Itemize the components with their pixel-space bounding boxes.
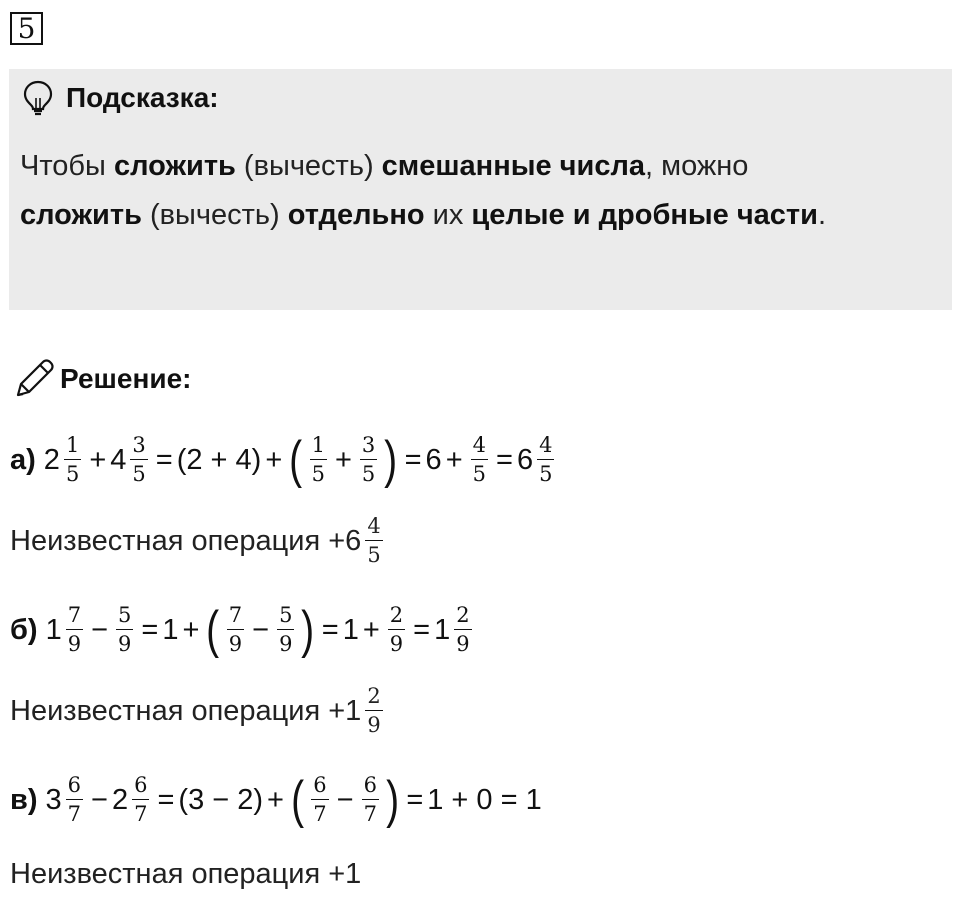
result-whole: 6 [425, 443, 442, 476]
answer-text: Неизвестная операция +1 [10, 858, 362, 890]
numerator: 1 [64, 435, 81, 460]
hint-header [22, 80, 219, 116]
operator: − [91, 613, 109, 646]
operator: + [89, 443, 107, 476]
task-number-box [10, 12, 43, 45]
right-paren: ) [386, 771, 400, 829]
denominator: 9 [389, 632, 404, 656]
numerator: 4 [365, 516, 382, 541]
denominator: 5 [367, 543, 381, 567]
left-paren: ( [289, 431, 303, 489]
item-label: б) [10, 613, 38, 646]
hint-text-part: Чтобы [20, 150, 114, 182]
answer-text: Неизвестная операция +6 [10, 524, 362, 557]
fraction [537, 435, 554, 485]
answer-a [10, 516, 387, 566]
denominator: 9 [67, 632, 82, 656]
numerator: 5 [277, 605, 294, 630]
fraction [362, 775, 379, 825]
right-paren: ) [301, 601, 315, 659]
answer-b [10, 686, 387, 736]
operator: + [267, 783, 284, 816]
numerator: 2 [388, 605, 405, 630]
item-label: в) [10, 783, 38, 816]
numerator: 2 [454, 605, 471, 630]
equation-b [10, 600, 476, 660]
hint-title: Подсказка: [66, 82, 219, 113]
numerator: 6 [66, 775, 83, 800]
whole-part: 3 [45, 783, 62, 816]
denominator: 9 [456, 632, 470, 656]
equals-sign: = [155, 443, 173, 476]
numerator: 4 [537, 435, 554, 460]
operator: + [334, 443, 352, 476]
whole-part: 1 [162, 613, 179, 646]
result-whole: 1 [434, 613, 451, 646]
numerator: 1 [310, 435, 327, 460]
equation-a [10, 430, 558, 490]
numerator: 6 [132, 775, 149, 800]
equals-sign: = [157, 783, 175, 816]
denominator: 7 [134, 802, 148, 826]
hint-emphasis: целые и дробные части [471, 199, 818, 231]
item-label: а) [10, 443, 36, 476]
numerator: 7 [66, 605, 83, 630]
denominator: 5 [311, 462, 325, 486]
numerator: 3 [130, 435, 147, 460]
equals-sign: = [141, 613, 159, 646]
fraction [310, 435, 327, 485]
lightbulb-icon [22, 80, 54, 116]
whole-group: (3 − 2) [178, 783, 264, 816]
hint-line-1 [20, 142, 940, 191]
whole-part: 2 [111, 783, 129, 816]
operator: − [336, 783, 354, 816]
task-number: 5 [17, 11, 36, 45]
whole-part: 4 [110, 443, 127, 476]
equation-c [10, 770, 542, 830]
denominator: 9 [279, 632, 293, 656]
fraction [365, 686, 382, 736]
pencil-icon [12, 357, 56, 401]
numerator: 6 [311, 775, 328, 800]
solution-header [12, 357, 191, 401]
equals-sign: = [321, 613, 339, 646]
left-paren: ( [206, 601, 220, 659]
whole-group: (2 + 4) [176, 443, 262, 476]
fraction [311, 775, 328, 825]
numerator: 5 [116, 605, 133, 630]
equals-sign: = [496, 443, 513, 476]
equals-sign: = [413, 613, 431, 646]
denominator: 9 [367, 713, 381, 737]
hint-emphasis: сложить [113, 150, 236, 182]
whole-part: 2 [43, 443, 60, 476]
result-whole: 1 [342, 613, 359, 646]
hint-text-part: их [424, 199, 472, 231]
fraction [365, 516, 382, 566]
denominator: 9 [228, 632, 243, 656]
fraction [66, 605, 83, 655]
operator: + [445, 443, 463, 476]
operator: − [91, 783, 108, 816]
result-tail: 1 + 0 = 1 [427, 783, 542, 816]
hint-text-part: (вычесть) [141, 199, 288, 231]
fraction [388, 605, 405, 655]
fraction [454, 605, 471, 655]
right-paren: ) [384, 431, 398, 489]
operator: − [252, 613, 270, 646]
fraction [66, 775, 83, 825]
hint-emphasis: смешанные числа [381, 150, 646, 182]
denominator: 9 [118, 632, 132, 656]
result-whole: 6 [516, 443, 534, 476]
denominator: 5 [472, 462, 486, 486]
operator: + [265, 443, 283, 476]
answer-text: Неизвестная операция +1 [10, 694, 362, 727]
operator: + [362, 613, 380, 646]
fraction [360, 435, 377, 485]
hint-emphasis: отдельно [287, 199, 425, 231]
fraction [64, 435, 81, 485]
numerator: 6 [362, 775, 379, 800]
equals-sign: = [404, 443, 422, 476]
fraction [227, 605, 244, 655]
numerator: 7 [227, 605, 244, 630]
equals-sign: = [406, 783, 424, 816]
hint-text [20, 142, 940, 240]
left-paren: ( [291, 771, 305, 829]
hint-text-part: , можно [645, 150, 749, 182]
denominator: 7 [363, 802, 377, 826]
fraction [132, 775, 149, 825]
answer-c [10, 858, 361, 891]
denominator: 5 [539, 462, 553, 486]
denominator: 5 [132, 462, 146, 486]
denominator: 5 [361, 462, 376, 486]
operator: + [182, 613, 200, 646]
denominator: 7 [313, 802, 327, 826]
fraction [471, 435, 488, 485]
hint-line-2 [20, 191, 940, 240]
hint-text-part: . [817, 199, 827, 231]
hint-text-part: (вычесть) [235, 150, 382, 182]
numerator: 2 [365, 686, 382, 711]
solution-title: Решение: [60, 363, 192, 394]
numerator: 4 [471, 435, 488, 460]
fraction [130, 435, 147, 485]
hint-emphasis: сложить [20, 199, 142, 231]
denominator: 5 [65, 462, 80, 486]
fraction [116, 605, 133, 655]
whole-part: 1 [45, 613, 62, 646]
denominator: 7 [67, 802, 82, 826]
numerator: 3 [360, 435, 377, 460]
fraction [277, 605, 294, 655]
